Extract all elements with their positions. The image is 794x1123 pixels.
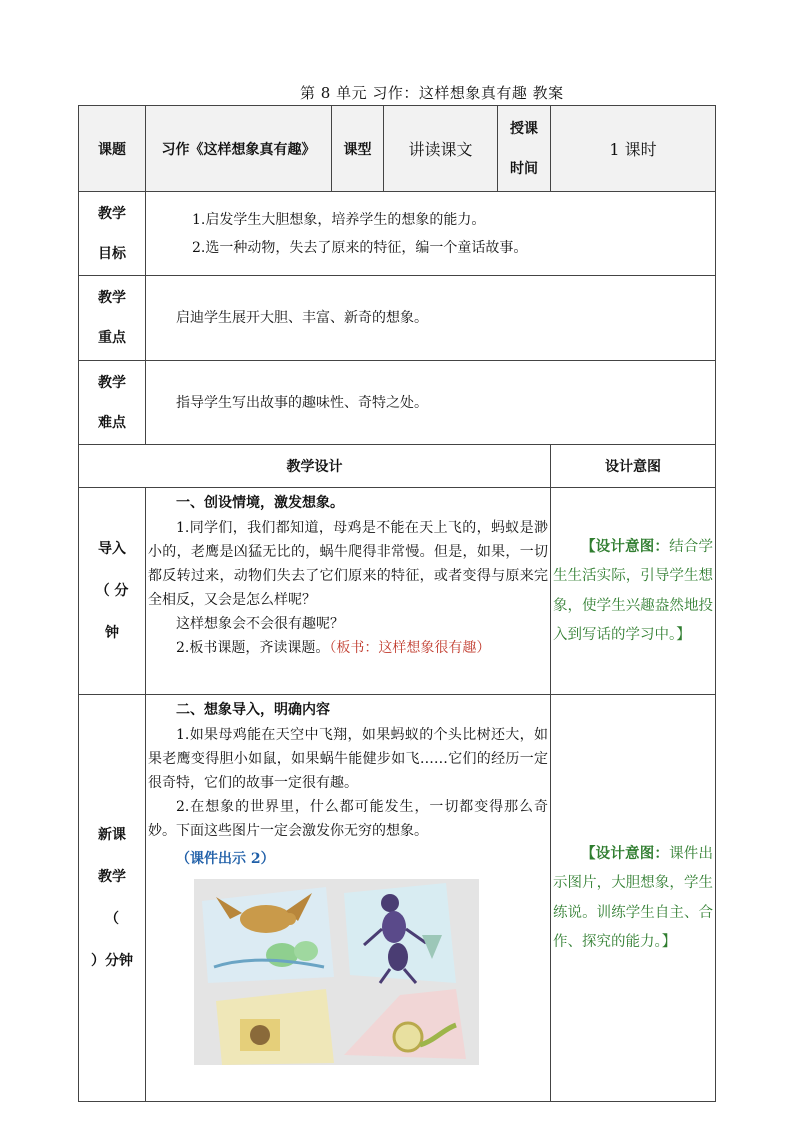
intro-intent: 【设计意图：结合学生生活实际，引导学生想象，使学生兴趣盎然地投入到写话的学习中。】 [551,488,716,695]
intro-paragraph: 2.板书课题，齐读课题。（板书：这样想象很有趣） [176,640,491,656]
difficulties-content: 指导学生写出故事的趣味性、奇特之处。 [146,361,716,445]
key-points-label: 教学 重点 [79,276,146,361]
goals-label: 教学 目标 [79,192,146,276]
difficulties-row [79,361,716,445]
subject-value: 习作《这样想象真有趣》 [146,106,332,192]
intro-paragraph: 1.同学们，我们都知道，母鸡是不能在天上飞的，蚂蚁是渺小的，老鹰是凶猛无比的，蜗牛爬得非常慢。但是，如果，一切都反转过来，动物们失去了它们原来的特征，或者变得与原来完全相反，又会是怎么样呢？ [148,520,548,608]
intro-paragraph: 这样想象会不会很有趣呢？ [176,616,344,632]
time-label: 授课 时间 [498,106,551,192]
intent-tag: 【设计意图： [581,537,670,555]
board-note: （板书：这样想象很有趣） [329,640,491,656]
eagle-icon [250,1025,270,1045]
new-lesson-row [79,695,716,1102]
new-lesson-heading: 二、想象导入，明确内容 [176,702,330,718]
intro-label: 导入 （ 分 钟 [79,488,146,695]
courseware-note: （课件出示 2） [176,851,275,867]
ant-icon [381,894,399,912]
new-lesson-paragraph: 2.在想象的世界里，什么都可能发生，一切都变得那么奇妙。下面这些图片一定会激发你无穷的想象。 [148,799,548,839]
design-header-row [79,445,716,488]
animal-illustration [194,879,479,1065]
time-value: 1 课时 [551,106,716,192]
goal-item: 2.选一种动物，失去了原来的特征，编一个童话故事。 [192,239,528,256]
new-lesson-content [146,695,551,1102]
goals-content [146,192,716,276]
snail-icon [394,1023,422,1051]
lesson-plan-table [78,105,716,1102]
goals-row [79,192,716,276]
difficulties-label: 教学 难点 [79,361,146,445]
new-lesson-label: 新课 教学 （ ）分钟 [79,695,146,1102]
design-header-left: 教学设计 [79,445,551,488]
new-lesson-paragraph: 1.如果母鸡能在天空中飞翔，如果蚂蚁的个头比树还大，如果老鹰变得胆小如鼠，如果蜗牛能健步如飞……它们的经历一定很奇特，它们的故事一定很有趣。 [148,727,548,791]
header-row [79,106,716,192]
goal-item: 1.启发学生大胆想象，培养学生的想象的能力。 [192,211,486,228]
type-value: 讲读课文 [384,106,498,192]
document-title: 第 8 单元 习作：这样想象真有趣 教案 [300,84,564,102]
intro-row [79,488,716,695]
intent-tag: 【设计意图： [581,844,670,862]
type-label: 课型 [332,106,384,192]
intro-heading: 一、创设情境，激发想象。 [176,495,344,511]
animal-illustration-graphic [194,879,479,1065]
new-lesson-intent: 【设计意图：课件出示图片，大胆想象，学生练说。训练学生自主、合作、探究的能力。】 [551,695,716,1102]
key-points-row [79,276,716,361]
key-points-content: 启迪学生展开大胆、丰富、新奇的想象。 [146,276,716,361]
subject-label: 课题 [79,106,146,192]
intro-content [146,488,551,695]
design-header-right: 设计意图 [551,445,716,488]
